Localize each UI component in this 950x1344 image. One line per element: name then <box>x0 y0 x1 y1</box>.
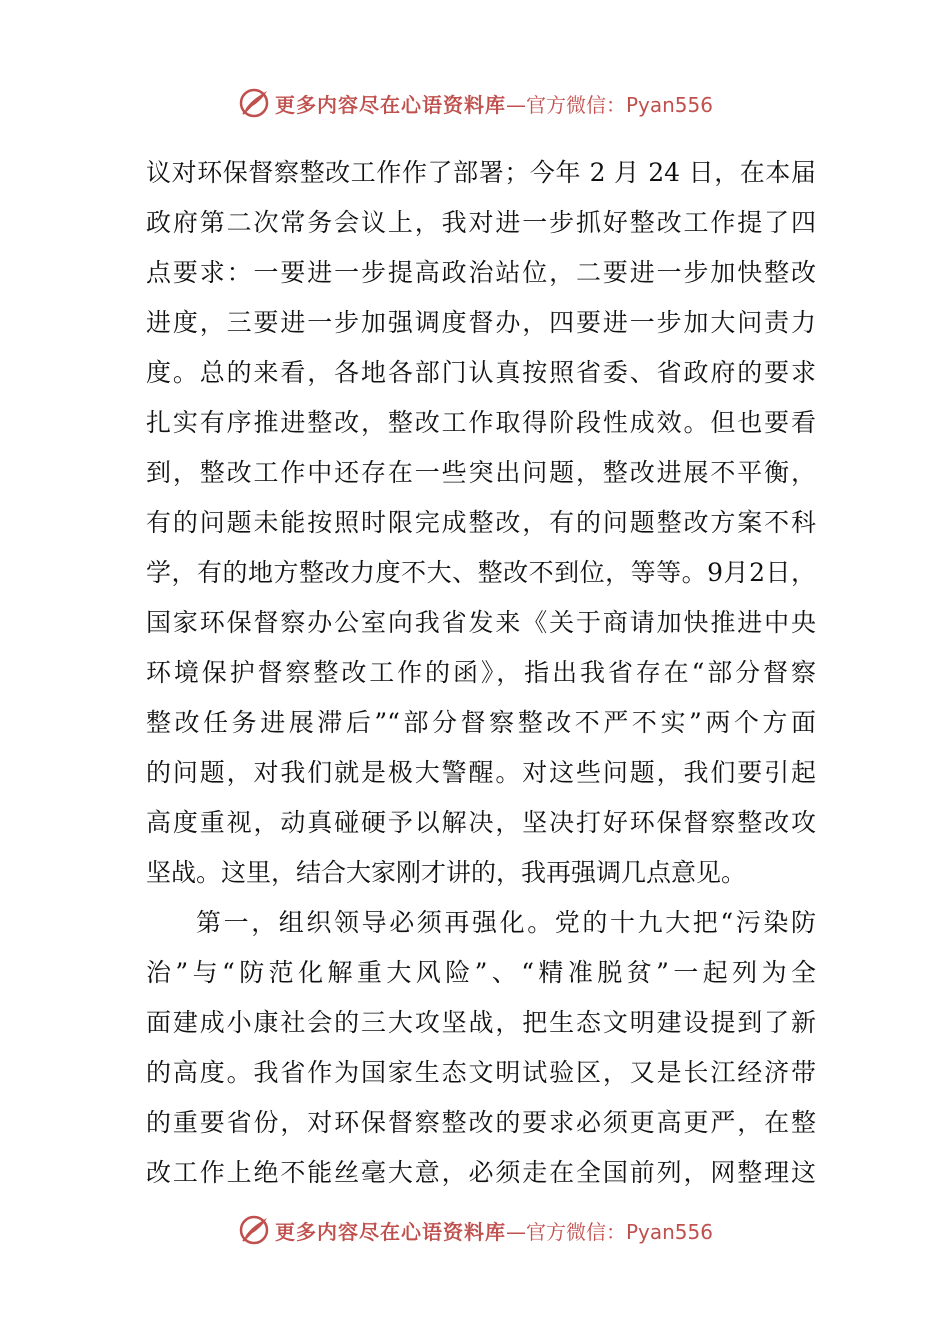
text-line: 扎实有序推进整改，整改工作取得阶段性成效。但也要看 <box>146 408 816 437</box>
text-line: 议对环保督察整改工作作了部署；今年 2 月 24 日，在本届 <box>146 158 816 187</box>
text-line: 有的问题未能按照时限完成整改，有的问题整改方案不科 <box>146 508 816 537</box>
text-line: 国家环保督察办公室向我省发来《关于商请加快推进中央 <box>146 608 816 637</box>
text-line: 改工作上绝不能丝毫大意，必须走在全国前列，网整理这 <box>146 1158 816 1187</box>
header-banner <box>0 83 950 123</box>
text-line: 治”与“防范化解重大风险”、“精准脱贫”一起列为全 <box>146 958 816 987</box>
text-line: 环境保护督察整改工作的函》，指出我省存在“部分督察 <box>146 658 816 687</box>
text-line: 的高度。我省作为国家生态文明试验区，又是长江经济带 <box>146 1058 816 1087</box>
document-body <box>146 148 816 1198</box>
text-line: 的问题，对我们就是极大警醒。对这些问题，我们要引起 <box>146 758 816 787</box>
text-line: 到，整改工作中还存在一些突出问题，整改进展不平衡， <box>146 458 816 487</box>
text-line: 政府第二次常务会议上，我对进一步抓好整改工作提了四 <box>146 208 816 237</box>
paragraph-1 <box>146 148 816 898</box>
banner-wechat-text: —官方微信：Pyan556 <box>505 1219 713 1244</box>
text-line: 的重要省份，对环保督察整改的要求必须更高更严，在整 <box>146 1108 816 1137</box>
text-line: 面建成小康社会的三大攻坚战，把生态文明建设提到了新 <box>146 1008 816 1037</box>
text-line: 整改任务进展滞后”“部分督察整改不严不实”两个方面 <box>146 708 816 737</box>
text-line: 第一，组织领导必须再强化。党的十九大把“污染防 <box>196 908 816 937</box>
text-line: 学，有的地方整改力度不大、整改不到位，等等。9月2日， <box>146 558 816 587</box>
footer-banner <box>0 1210 950 1250</box>
text-line: 点要求：一要进一步提高政治站位，二要进一步加快整改 <box>146 258 816 287</box>
text-line: 进度，三要进一步加强调度督办，四要进一步加大问责力 <box>146 308 816 337</box>
banner-brand-text: 更多内容尽在心语资料库 <box>274 1219 506 1244</box>
quill-seal-logo-icon <box>237 1213 271 1247</box>
banner-brand-text: 更多内容尽在心语资料库 <box>274 92 506 117</box>
text-line: 坚战。这里，结合大家刚才讲的，我再强调几点意见。 <box>146 858 747 887</box>
paragraph-2 <box>146 898 816 1198</box>
banner-wechat-text: —官方微信：Pyan556 <box>505 92 713 117</box>
quill-seal-logo-icon <box>237 86 271 120</box>
text-line: 度。总的来看，各地各部门认真按照省委、省政府的要求 <box>146 358 816 387</box>
text-line: 高度重视，动真碰硬予以解决，坚决打好环保督察整改攻 <box>146 808 816 837</box>
